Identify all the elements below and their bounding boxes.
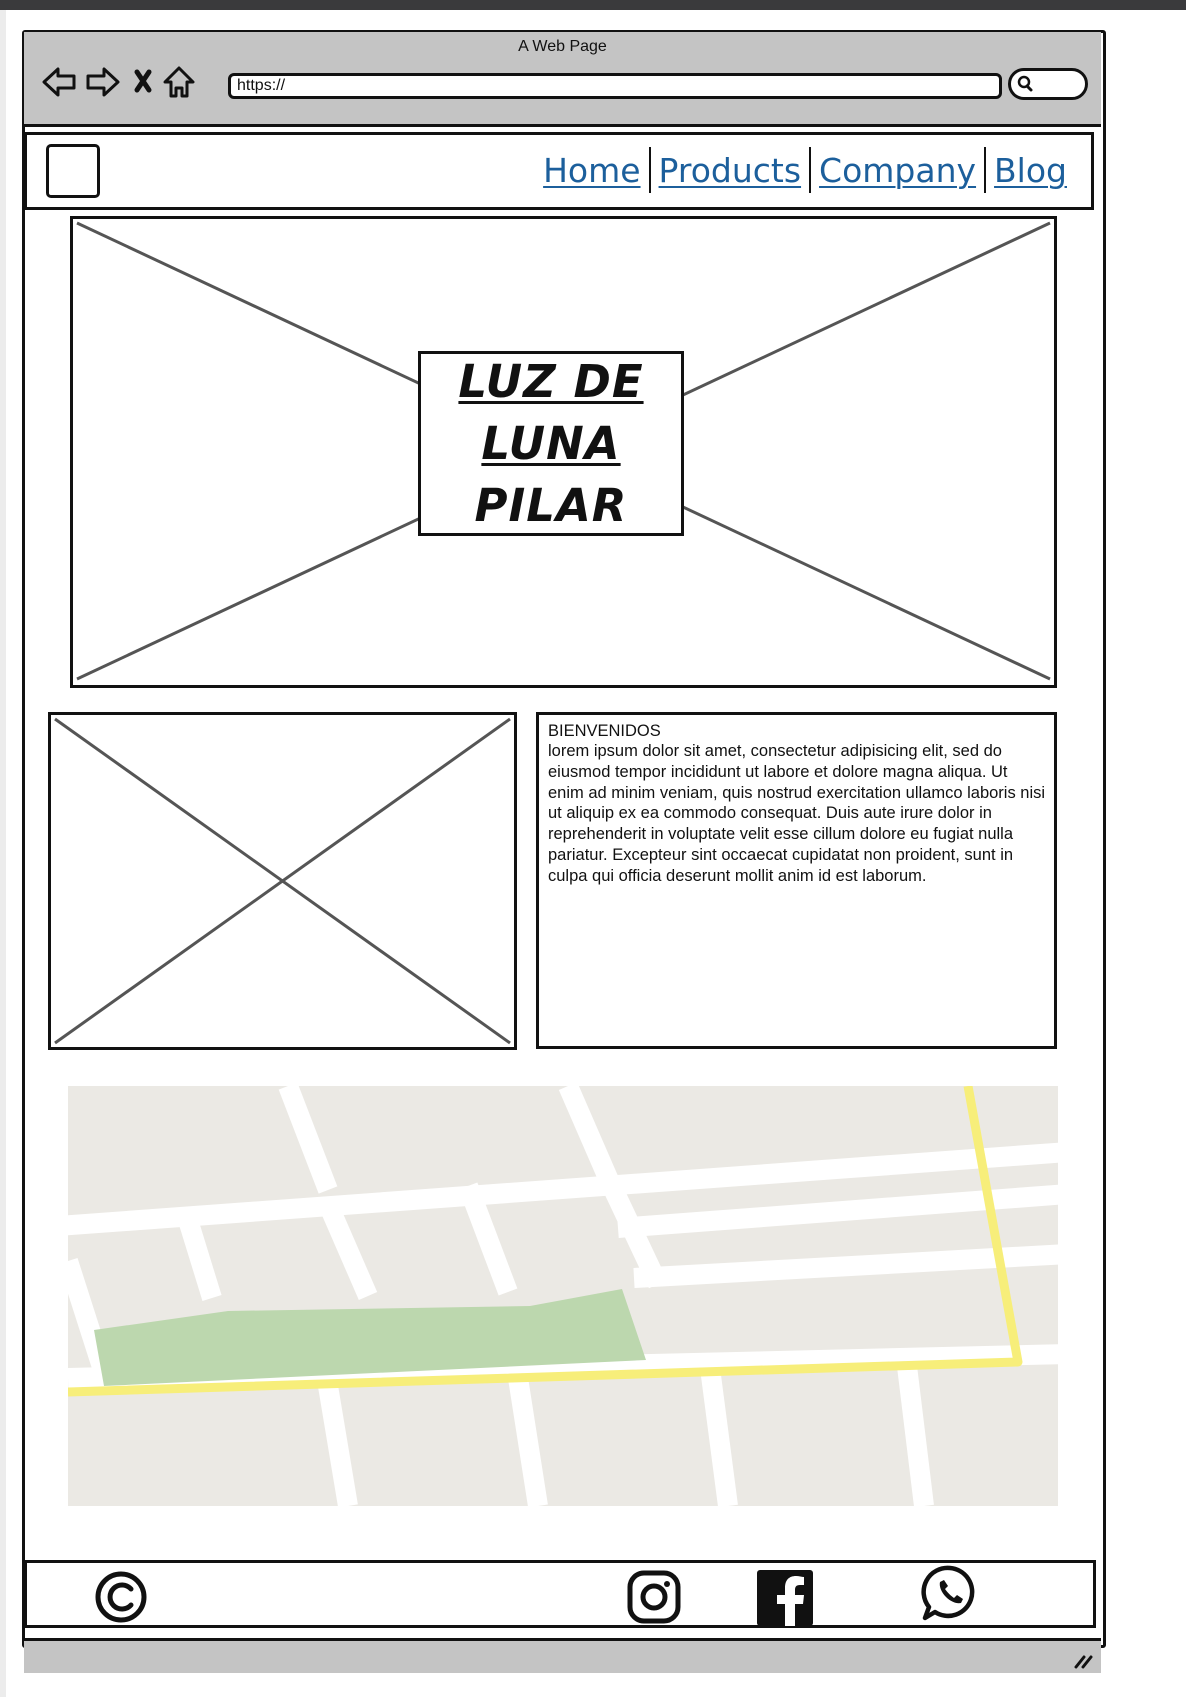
main-nav bbox=[535, 145, 1075, 195]
search-button[interactable] bbox=[1008, 68, 1088, 100]
forward-arrow-icon[interactable] bbox=[88, 69, 118, 95]
window-top-strip bbox=[0, 0, 1186, 10]
browser-chrome bbox=[24, 32, 1101, 127]
instagram-icon[interactable] bbox=[627, 1570, 681, 1624]
window-title: A Web Page bbox=[518, 38, 607, 55]
nav-link-blog[interactable]: Blog bbox=[994, 150, 1067, 190]
home-icon[interactable] bbox=[165, 68, 193, 96]
resize-handle-icon[interactable] bbox=[1073, 1653, 1095, 1669]
facebook-icon[interactable] bbox=[757, 1570, 813, 1626]
back-arrow-icon[interactable] bbox=[44, 69, 74, 95]
site-footer bbox=[24, 1560, 1096, 1628]
logo-placeholder[interactable] bbox=[46, 144, 100, 198]
content-placeholder-cross bbox=[51, 715, 514, 1047]
browser-nav-buttons bbox=[42, 60, 242, 104]
hero-title-line-1: LUZ DE bbox=[458, 354, 644, 408]
url-input[interactable]: https:// bbox=[228, 73, 1002, 99]
site-header bbox=[24, 132, 1094, 210]
search-icon bbox=[1011, 71, 1085, 97]
hero-title-line-3: PILAR bbox=[474, 478, 628, 532]
nav-link-company[interactable]: Company bbox=[819, 150, 977, 190]
welcome-text-block bbox=[536, 712, 1057, 1049]
hero-title-line-2: LUNA bbox=[481, 416, 621, 470]
page-left-edge bbox=[0, 10, 6, 1697]
browser-status-bar bbox=[24, 1638, 1101, 1673]
content-image-placeholder bbox=[48, 712, 517, 1050]
nav-link-products[interactable]: Products bbox=[658, 150, 802, 190]
nav-link-home[interactable]: Home bbox=[543, 150, 641, 190]
location-map[interactable] bbox=[68, 1086, 1058, 1506]
welcome-paragraph: lorem ipsum dolor sit amet, consectetur adipisicing elit, sed do eiusmod tempor incididunt ut labore et dolore magna aliqua. Ut enim ad minim veniam, quis nostrud exercitation ullamco laboris nisi ut aliquip ex ea commodo consequat. Duis aute irure dolor in reprehenderit in voluptate velit esse cillum dolore eu fugiat nulla pariatur. Excepteur sint occaecat cupidatat non proident, sunt in culpa qui officia deserunt mollit anim id est laborum. bbox=[548, 742, 1046, 885]
copyright-icon bbox=[94, 1570, 148, 1624]
stop-icon[interactable] bbox=[137, 72, 149, 90]
whatsapp-icon[interactable] bbox=[921, 1564, 979, 1622]
map-graphic bbox=[68, 1086, 1058, 1506]
hero-title-box bbox=[418, 351, 684, 536]
welcome-heading: BIENVENIDOS bbox=[548, 722, 661, 740]
